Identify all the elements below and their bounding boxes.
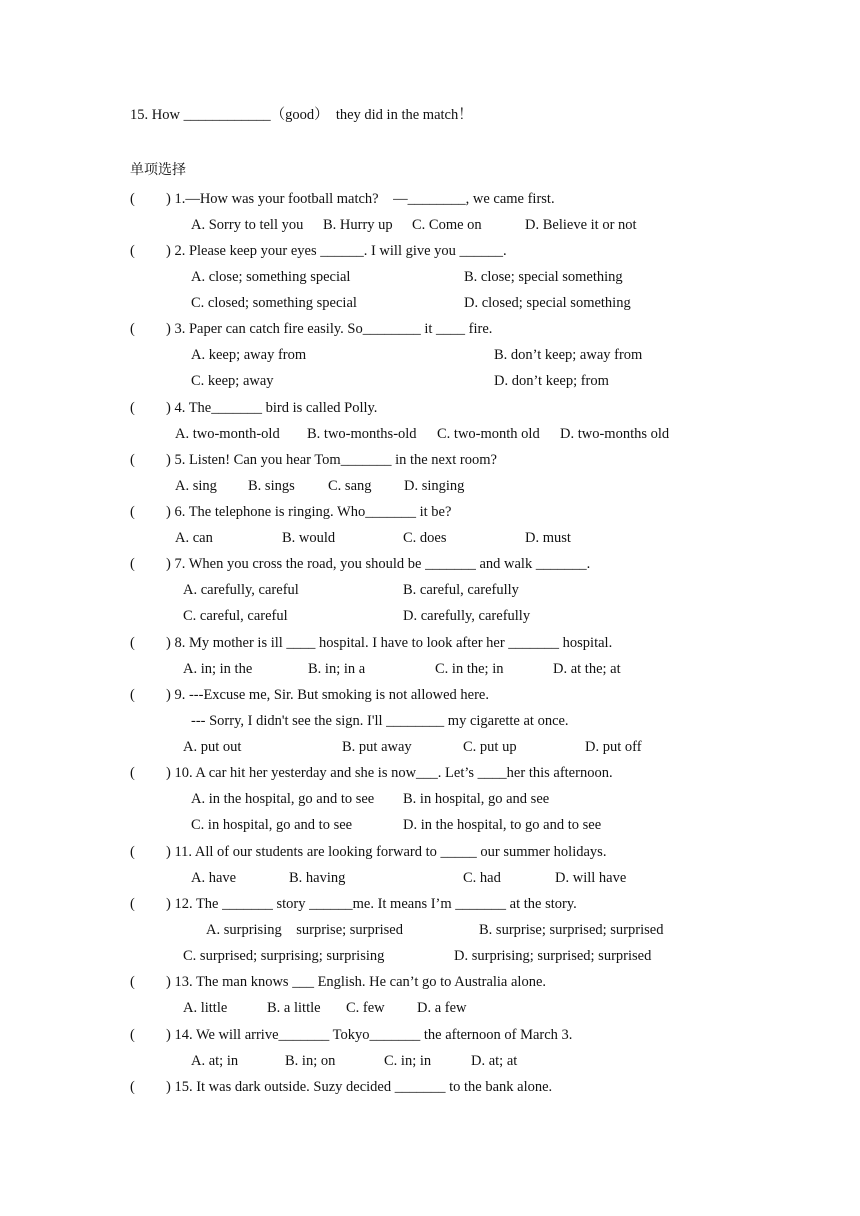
option-d: D. at; at [471,1053,518,1069]
answer-paren: ( [130,400,135,416]
option-b: B. having [289,870,346,886]
option-c: C. in the; in [435,661,504,677]
option-a: A. close; something special [191,269,351,285]
option-b: B. in; on [285,1053,336,1069]
option-c: C. does [403,530,447,546]
option-b: B. close; special something [464,269,623,285]
option-b: B. a little [267,1000,321,1016]
question-stem: ) 2. Please keep your eyes ______. I will give you ______. [166,243,507,259]
answer-paren: ( [130,191,135,207]
answer-paren: ( [130,504,135,520]
option-a: A. keep; away from [191,347,307,363]
option-b: B. surprise; surprised; surprised [479,922,664,938]
answer-paren: ( [130,243,135,259]
question-stem: ) 12. The _______ story ______me. It means I’m _______ at the story. [166,896,577,912]
option-c: C. few [346,1000,385,1016]
answer-paren: ( [130,896,135,912]
question-stem: ) 15. It was dark outside. Suzy decided _______ to the bank alone. [166,1079,553,1095]
option-c: C. two-month old [437,426,540,442]
question-stem-continued: --- Sorry, I didn't see the sign. I'll ________ my cigarette at once. [191,713,569,729]
option-c: C. closed; something special [191,295,357,311]
option-a: A. in; in the [183,661,253,677]
option-a: A. surprising surprise; surprised [206,922,403,938]
option-d: D. Believe it or not [525,217,637,233]
answer-paren: ( [130,1079,135,1095]
option-b: B. put away [342,739,412,755]
option-d: D. will have [555,870,627,886]
question-stem: ) 3. Paper can catch fire easily. So________ it ____ fire. [166,321,493,337]
option-d: D. must [525,530,571,546]
option-a: A. put out [183,739,242,755]
option-c: C. keep; away [191,373,274,389]
question-stem: ) 5. Listen! Can you hear Tom_______ in the next room? [166,452,497,468]
option-c: C. in; in [384,1053,432,1069]
question-stem: ) 7. When you cross the road, you should be _______ and walk _______. [166,556,591,572]
question-stem: ) 6. The telephone is ringing. Who_______ it be? [166,504,452,520]
option-a: A. little [183,1000,228,1016]
answer-paren: ( [130,844,135,860]
option-a: A. carefully, careful [183,582,299,598]
option-b: B. Hurry up [323,217,393,233]
option-a: A. can [175,530,213,546]
option-a: A. Sorry to tell you [191,217,304,233]
question-stem: ) 11. All of our students are looking forward to _____ our summer holidays. [166,844,607,860]
question-stem: ) 4. The_______ bird is called Polly. [166,400,378,416]
answer-paren: ( [130,1027,135,1043]
option-a: A. in the hospital, go and to see [191,791,375,807]
option-c: C. in hospital, go and to see [191,817,353,833]
answer-paren: ( [130,452,135,468]
answer-paren: ( [130,635,135,651]
option-b: B. in; in a [308,661,366,677]
option-d: D. singing [404,478,465,494]
option-d: D. a few [417,1000,467,1016]
option-a: A. at; in [191,1053,239,1069]
option-c: C. had [463,870,501,886]
option-d: D. in the hospital, to go and to see [403,817,602,833]
fill-blank-item-15: 15. How ____________（good） they did in the match！ [130,107,473,123]
option-b: B. careful, carefully [403,582,519,598]
option-d: D. carefully, carefully [403,608,531,624]
answer-paren: ( [130,556,135,572]
option-c: C. sang [328,478,372,494]
option-d: D. at the; at [553,661,621,677]
option-d: D. closed; special something [464,295,631,311]
option-b: B. don’t keep; away from [494,347,643,363]
question-stem: ) 1.—How was your football match? —________, we came first. [166,191,555,207]
question-stem: ) 9. ---Excuse me, Sir. But smoking is not allowed here. [166,687,489,703]
option-a: A. sing [175,478,217,494]
question-stem: ) 14. We will arrive_______ Tokyo_______ the afternoon of March 3. [166,1027,573,1043]
answer-paren: ( [130,687,135,703]
section-heading: 单项选择 [130,162,186,178]
answer-paren: ( [130,321,135,337]
question-stem: ) 13. The man knows ___ English. He can’t go to Australia alone. [166,974,547,990]
option-c: C. Come on [412,217,482,233]
option-d: D. put off [585,739,642,755]
option-d: D. don’t keep; from [494,373,609,389]
option-a: A. have [191,870,237,886]
question-stem: ) 8. My mother is ill ____ hospital. I have to look after her _______ hospital. [166,635,613,651]
option-c: C. put up [463,739,517,755]
question-stem: ) 10. A car hit her yesterday and she is now___. Let’s ____her this afternoon. [166,765,613,781]
answer-paren: ( [130,974,135,990]
option-b: B. in hospital, go and see [403,791,550,807]
option-c: C. careful, careful [183,608,288,624]
option-b: B. two-months-old [307,426,417,442]
option-d: D. two-months old [560,426,670,442]
option-b: B. sings [248,478,295,494]
option-b: B. would [282,530,336,546]
answer-paren: ( [130,765,135,781]
option-d: D. surprising; surprised; surprised [454,948,652,964]
option-c: C. surprised; surprising; surprising [183,948,385,964]
option-a: A. two-month-old [175,426,280,442]
